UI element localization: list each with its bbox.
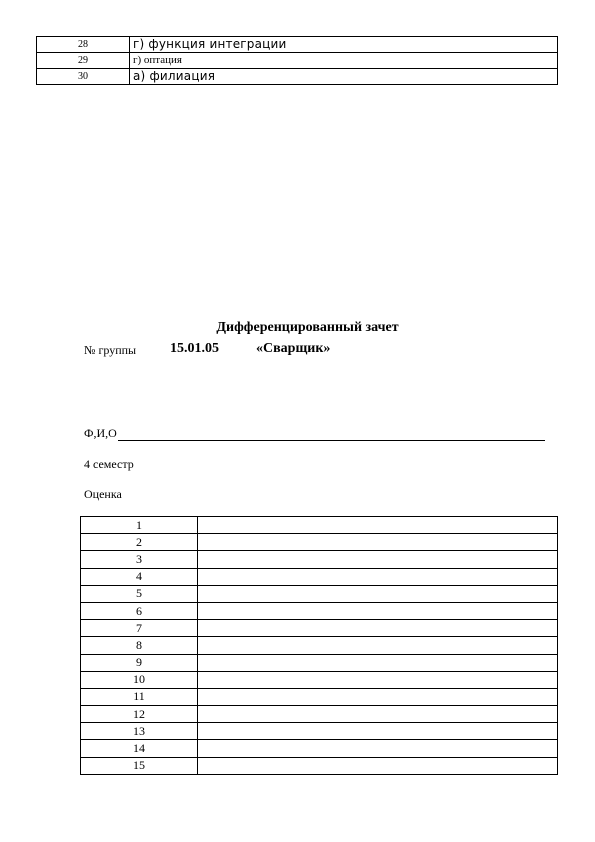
- table-row: [81, 688, 558, 705]
- grade-table: [80, 516, 558, 775]
- table-row: [81, 620, 558, 637]
- group-label: № группы: [84, 343, 137, 357]
- answer-cell[interactable]: [198, 620, 558, 637]
- table-row: [81, 723, 558, 740]
- answer-cell[interactable]: [198, 517, 558, 534]
- row-number: 2: [81, 534, 198, 551]
- table-row: [37, 53, 558, 69]
- answer-cell[interactable]: [198, 551, 558, 568]
- row-number: 10: [81, 671, 198, 688]
- answer-number: 29: [37, 53, 130, 69]
- table-row: [37, 69, 558, 85]
- answer-cell[interactable]: [198, 602, 558, 619]
- table-row: [81, 654, 558, 671]
- row-number: 15: [81, 757, 198, 774]
- page-title: Дифференцированный зачет: [216, 320, 399, 335]
- answer-cell[interactable]: [198, 723, 558, 740]
- answer-cell[interactable]: [198, 534, 558, 551]
- row-number: 13: [81, 723, 198, 740]
- answer-cell[interactable]: [198, 585, 558, 602]
- fio-field: [84, 426, 545, 441]
- group-code: 15.01.05: [170, 341, 219, 356]
- row-number: 5: [81, 585, 198, 602]
- row-number: 14: [81, 740, 198, 757]
- table-row: [81, 551, 558, 568]
- row-number: 12: [81, 706, 198, 723]
- group-line: [84, 341, 331, 358]
- table-row: [81, 671, 558, 688]
- answer-text: г) оптация: [130, 53, 558, 69]
- table-row: [81, 585, 558, 602]
- table-row: [81, 637, 558, 654]
- answer-cell[interactable]: [198, 740, 558, 757]
- profession-name: «Сварщик»: [256, 341, 331, 356]
- answer-cell[interactable]: [198, 637, 558, 654]
- table-row: [81, 602, 558, 619]
- row-number: 4: [81, 568, 198, 585]
- row-number: 3: [81, 551, 198, 568]
- answer-cell[interactable]: [198, 568, 558, 585]
- answer-text: г) функция интеграции: [130, 37, 558, 53]
- answer-text: а) филиация: [130, 69, 558, 85]
- row-number: 7: [81, 620, 198, 637]
- answer-cell[interactable]: [198, 688, 558, 705]
- semester-text: 4 семестр: [84, 457, 134, 471]
- table-row: [81, 740, 558, 757]
- answer-number: 28: [37, 37, 130, 53]
- answers-table: [36, 36, 558, 85]
- row-number: 8: [81, 637, 198, 654]
- table-row: [81, 706, 558, 723]
- answer-cell[interactable]: [198, 671, 558, 688]
- answer-cell[interactable]: [198, 654, 558, 671]
- answer-number: 30: [37, 69, 130, 85]
- row-number: 6: [81, 602, 198, 619]
- row-number: 11: [81, 688, 198, 705]
- row-number: 9: [81, 654, 198, 671]
- answer-cell[interactable]: [198, 706, 558, 723]
- fio-label: Ф,И,О: [84, 426, 117, 440]
- grade-label: Оценка: [84, 487, 122, 501]
- table-row: [81, 568, 558, 585]
- table-row: [81, 517, 558, 534]
- table-row: [81, 534, 558, 551]
- row-number: 1: [81, 517, 198, 534]
- table-row: [37, 37, 558, 53]
- fio-blank-line[interactable]: [118, 429, 545, 441]
- table-row: [81, 757, 558, 774]
- answer-cell[interactable]: [198, 757, 558, 774]
